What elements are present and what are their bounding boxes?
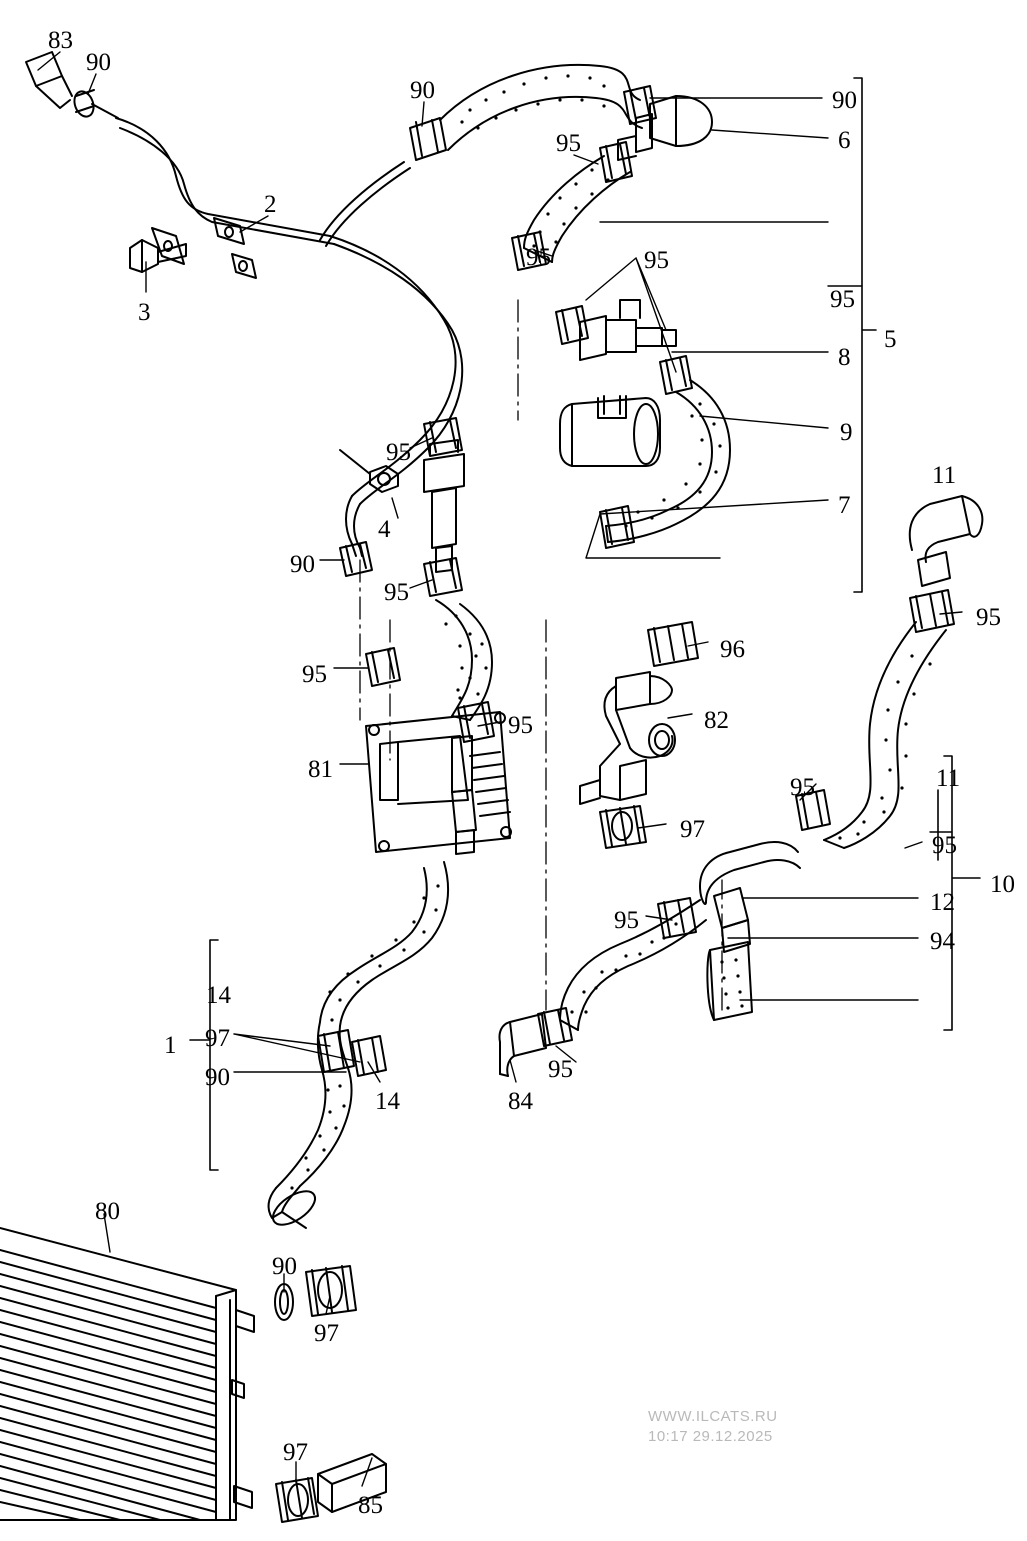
part-2-pipe [116,118,462,556]
callout-5: 5 [884,326,897,353]
hose-top [440,65,642,150]
callout-80: 80 [95,1198,120,1225]
callout-95-c: 95 [644,247,669,274]
callout-81: 81 [308,756,333,783]
callout-2: 2 [264,191,277,218]
callout-95-e: 95 [386,439,411,466]
part-valve-middle [424,440,464,572]
part-9-body [560,396,660,466]
watermark-url: WWW.ILCATS.RU [648,1408,778,1425]
callout-90-d: 90 [290,551,315,578]
part-82-connector [580,672,675,804]
callout-7: 7 [838,492,851,519]
hose-14 [267,862,448,1231]
callout-95-a: 95 [556,130,581,157]
callout-3: 3 [138,299,151,326]
part-97-clamp-radiator [306,1266,356,1316]
part-6-connector [618,96,712,160]
hose-11-right [824,622,946,848]
callout-95-m: 95 [548,1056,573,1083]
callout-85: 85 [358,1492,383,1519]
callout-97-c: 97 [314,1320,339,1347]
hose-6-texture [532,168,609,247]
callout-12: 12 [930,889,955,916]
part-11-elbow [910,496,983,586]
callout-94: 94 [930,928,955,955]
part-94-texture [720,958,743,1009]
part-8-tee [580,300,676,360]
callout-95-j: 95 [790,774,815,801]
part-95-clamp-h [366,648,400,686]
part-90-clamp-mid [340,542,372,576]
part-97-clamp-lower [276,1478,318,1522]
part-97-clamp-mid [600,806,646,848]
callout-1: 1 [164,1032,177,1059]
callout-90-a: 90 [86,49,111,76]
part-95-clamp-j [910,590,954,632]
callout-84: 84 [508,1088,533,1115]
callout-97-b: 97 [205,1025,230,1052]
leader-lines [38,49,962,1486]
callout-95-h: 95 [302,661,327,688]
part-95-clamp-a [600,142,632,182]
part-80-radiator [0,1228,236,1520]
callout-90-f: 90 [272,1253,297,1280]
callout-82: 82 [704,707,729,734]
axis-lines [360,300,722,1010]
callout-95-f: 95 [384,579,409,606]
callout-95-d: 95 [830,286,855,313]
callout-83: 83 [48,27,73,54]
callout-14-b: 14 [375,1088,400,1115]
part-90-clamp-upper [410,118,446,160]
watermark-date: 10:17 29.12.2025 [648,1428,773,1445]
callout-90-b: 90 [410,77,435,104]
callout-95-l: 95 [614,907,639,934]
part-90-clamp-14 [352,1036,386,1076]
callout-9: 9 [840,419,853,446]
part-95-clamp-c [556,306,588,344]
callout-90-e: 90 [205,1064,230,1091]
part-90-oring [275,1284,293,1320]
callout-10: 10 [990,871,1015,898]
part-95-clamp-d [660,356,692,394]
callout-95-b: 95 [526,244,551,271]
callout-11-a: 11 [932,462,957,489]
callout-95-k: 95 [932,832,957,859]
part-97-clamp-14 [318,1030,354,1072]
callout-96: 96 [720,636,745,663]
callout-97-d: 97 [283,1439,308,1466]
callout-11-b: 11 [936,765,961,792]
callout-95-g: 95 [976,604,1001,631]
hose-14-texture [290,884,439,1189]
part-96-clamp [648,622,698,666]
callout-4: 4 [378,516,391,543]
callout-95-i: 95 [508,712,533,739]
callout-6: 6 [838,127,851,154]
part-81-oil-cooler [366,712,511,854]
callout-90-c: 90 [832,87,857,114]
callout-8: 8 [838,344,851,371]
callout-97-a: 97 [680,816,705,843]
part-12-connector [700,842,800,952]
part-95-clamp-g [424,558,462,596]
part-94-element [707,942,752,1020]
hose-11-texture [838,654,931,839]
callout-14-a: 14 [206,982,231,1009]
